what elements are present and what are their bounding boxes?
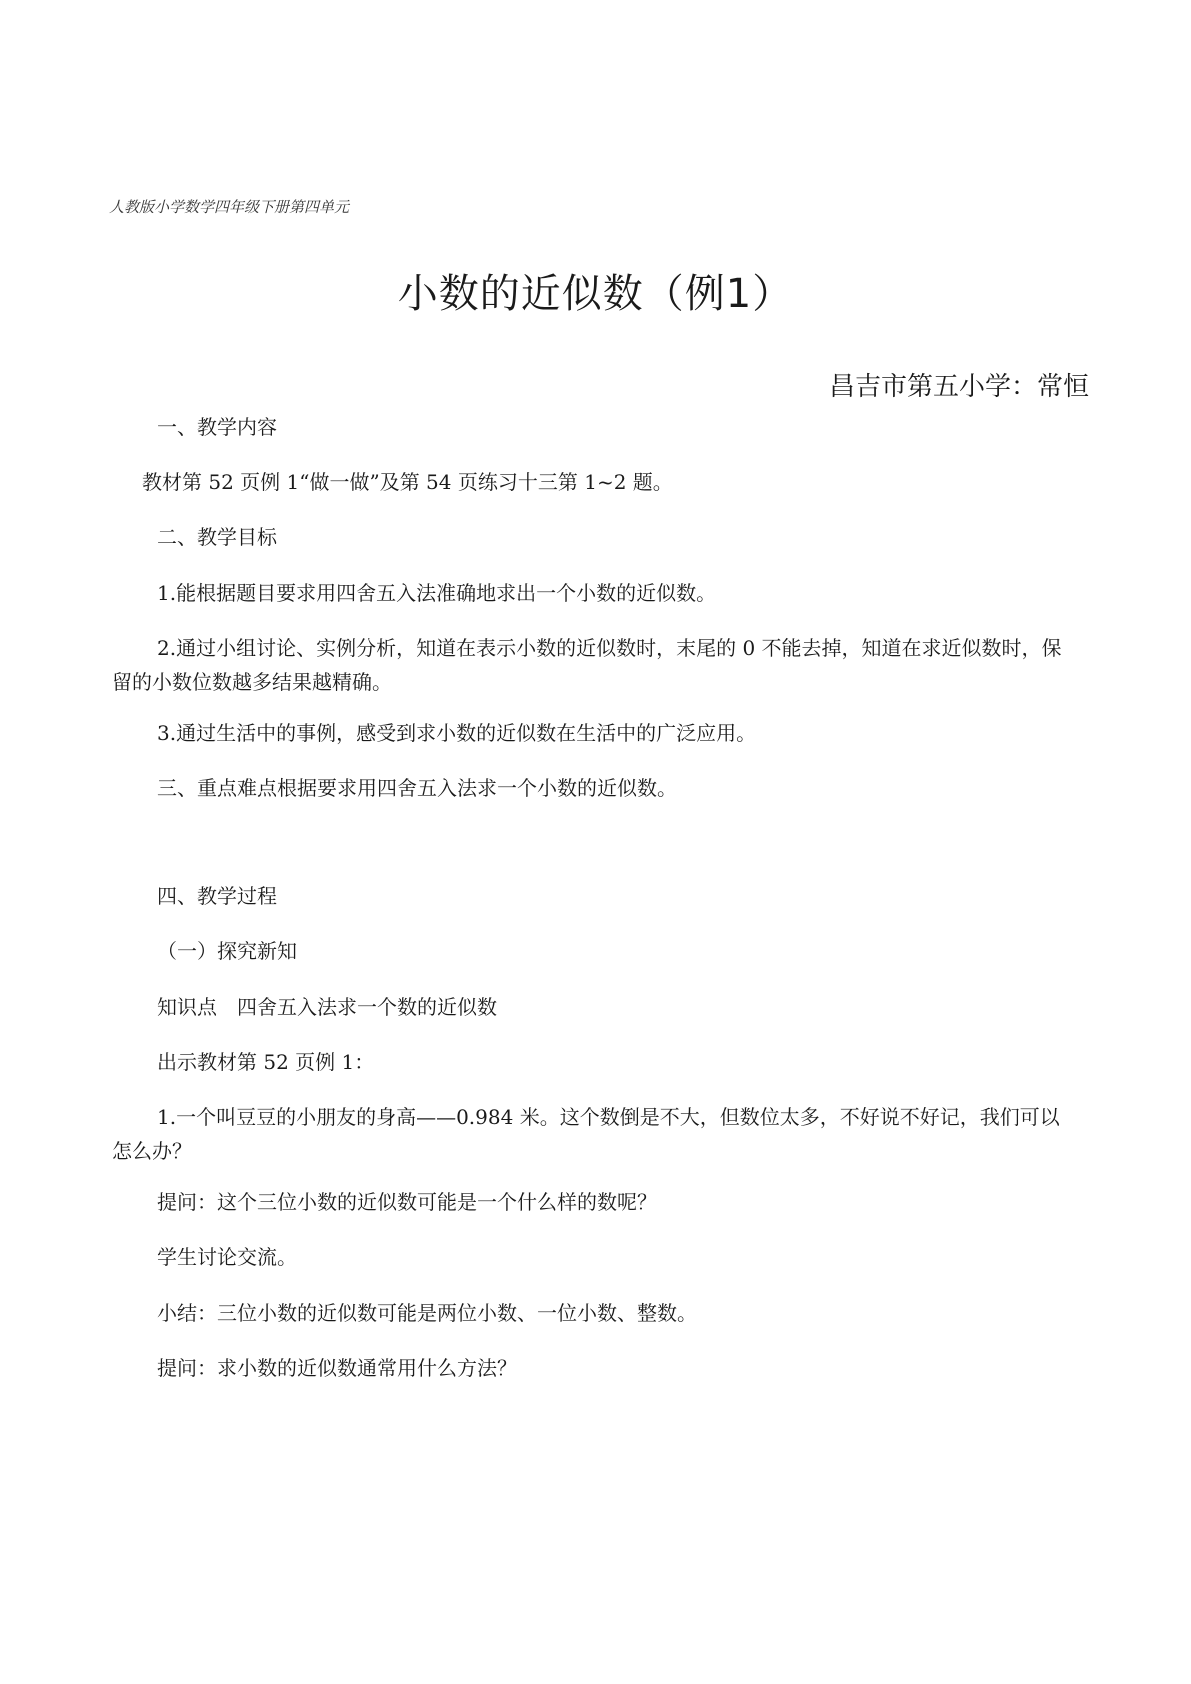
section-4-heading: 四、教学过程 (157, 884, 277, 908)
page-title: 小数的近似数（例1） (397, 271, 794, 317)
discussion-note: 学生讨论交流。 (157, 1245, 297, 1269)
section-2-heading: 二、教学目标 (157, 525, 277, 549)
section-1-heading: 一、教学内容 (157, 415, 277, 439)
section-3-text: 三、重点难点根据要求用四舍五入法求一个小数的近似数。 (157, 776, 677, 800)
author-line: 昌吉市第五小学：常恒 (828, 372, 1089, 402)
knowledge-point: 知识点 四舍五入法求一个数的近似数 (157, 995, 497, 1019)
goal-1: 1.能根据题目要求用四舍五入法准确地求出一个小数的近似数。 (157, 581, 717, 605)
header-note: 人教版小学数学四年级下册第四单元 (109, 198, 350, 216)
question-1: 提问：这个三位小数的近似数可能是一个什么样的数呢？ (157, 1190, 657, 1214)
goal-2: 2.通过小组讨论、实例分析，知道在表示小数的近似数时，末尾的 0 不能去掉，知道在求近似数时，保留的小数位数越多结果越精确。 (112, 636, 1062, 694)
summary: 小结：三位小数的近似数可能是两位小数、一位小数、整数。 (157, 1301, 697, 1325)
subsection-1-heading: （一）探究新知 (157, 939, 297, 963)
example-1: 1.一个叫豆豆的小朋友的身高——0.984 米。这个数倒是不大，但数位太多，不好说不好记，我们可以怎么办？ (112, 1105, 1060, 1163)
question-2: 提问：求小数的近似数通常用什么方法？ (157, 1356, 517, 1380)
goal-3: 3.通过生活中的事例，感受到求小数的近似数在生活中的广泛应用。 (157, 721, 757, 745)
section-1-text: 教材第 52 页例 1“做一做”及第 54 页练习十三第 1~2 题。 (142, 470, 673, 494)
show-example: 出示教材第 52 页例 1： (157, 1050, 375, 1074)
